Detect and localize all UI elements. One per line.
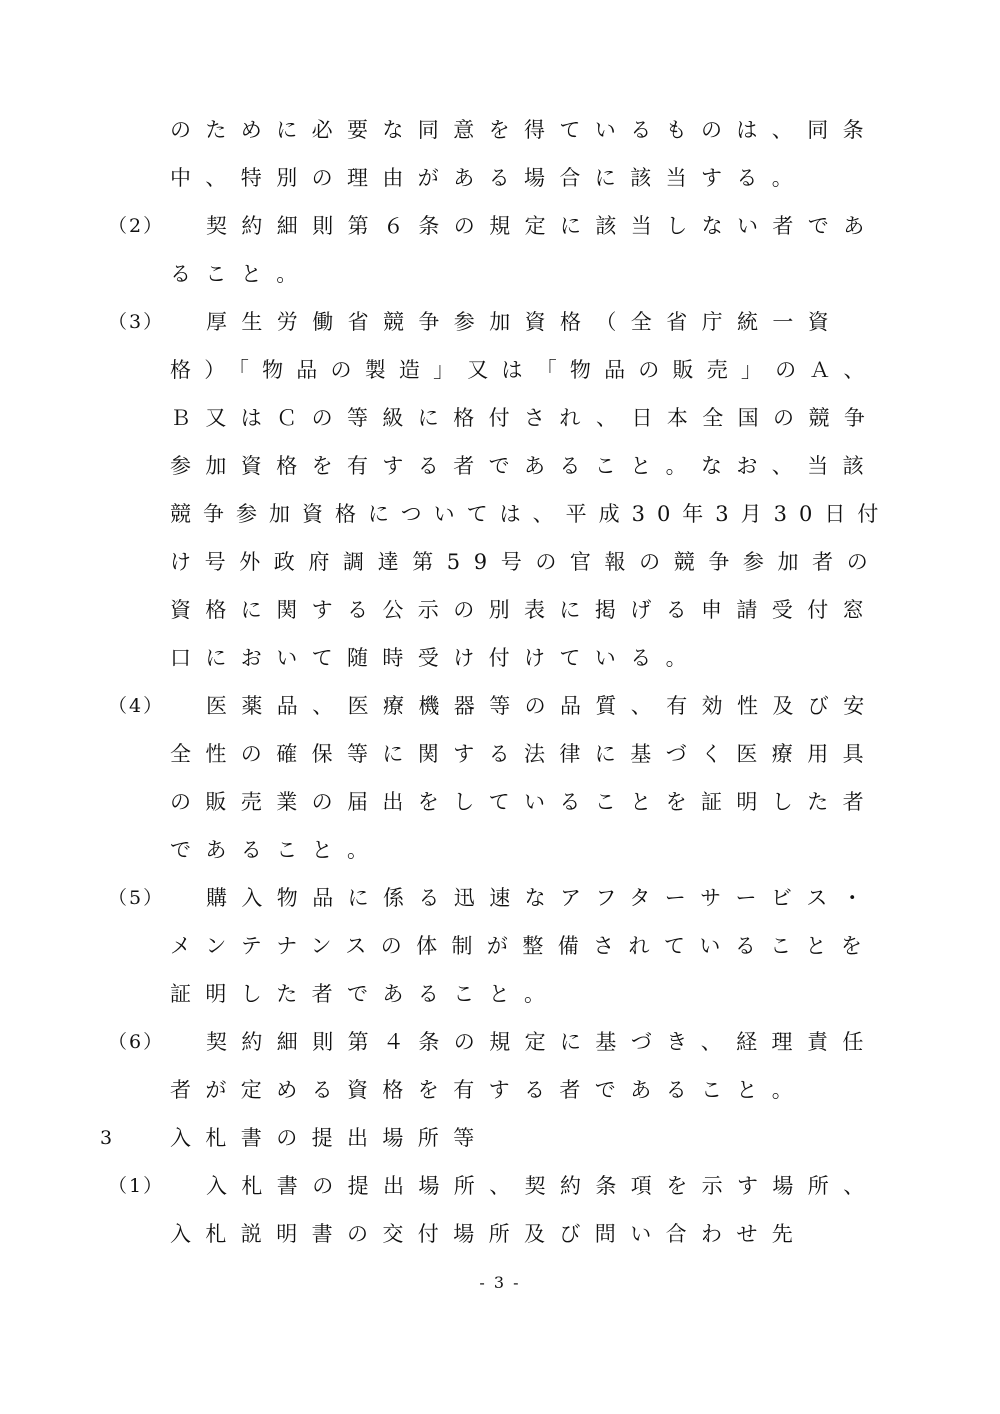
section-number: 3 [100, 1127, 115, 1149]
page-number: - 3 - [479, 1273, 521, 1292]
line-text: 契約細則第６条の規定に該当しない者であ [206, 214, 879, 238]
line-text: 資格に関する公示の別表に掲げる申請受付窓 [170, 598, 878, 622]
line-text: 参加資格を有する者であること。なお、当該 [170, 454, 878, 478]
text-line [0, 832, 1000, 868]
text-line [0, 784, 1000, 820]
item-marker: （3） [108, 311, 165, 333]
line-text: の販売業の届出をしていることを証明した者 [170, 790, 878, 814]
section-title: 入札書の提出場所等 [170, 1126, 489, 1150]
text-line [0, 880, 1000, 916]
item-marker: （4） [108, 695, 165, 717]
item-marker: （1） [108, 1175, 165, 1197]
line-text: のために必要な同意を得ているものは、同条 [170, 118, 878, 142]
text-line [0, 304, 1000, 340]
line-text: 医薬品、医療機器等の品質、有効性及び安 [206, 694, 879, 718]
line-text: 者が定める資格を有する者であること。 [170, 1078, 808, 1102]
text-line [0, 1024, 1000, 1060]
text-line [0, 1216, 1000, 1252]
item-marker: （6） [108, 1031, 165, 1053]
line-text: であること。 [170, 838, 383, 862]
line-text: 入札書の提出場所、契約条項を示す場所、 [206, 1174, 879, 1198]
text-line [0, 160, 1000, 196]
item-marker: （2） [108, 215, 165, 237]
text-line [0, 400, 1000, 436]
line-text: 証明した者であること。 [170, 982, 560, 1006]
line-text: 格）「物品の製造」又は「物品の販売」のＡ、 [170, 358, 878, 382]
line-text: 口において随時受け付けている。 [170, 646, 701, 670]
line-text: 全性の確保等に関する法律に基づく医療用具 [170, 742, 878, 766]
section-heading [0, 1120, 1000, 1156]
text-line [0, 112, 1000, 148]
line-text: ること。 [170, 262, 312, 286]
line-text: Ｂ又はＣの等級に格付され、日本全国の競争 [170, 406, 880, 430]
text-line [0, 976, 1000, 1012]
line-text: 契約細則第４条の規定に基づき、経理責任 [206, 1030, 878, 1054]
text-line [0, 1072, 1000, 1108]
line-text: 入札説明書の交付場所及び問い合わせ先 [170, 1222, 808, 1246]
line-text: メンテナンスの体制が整備されていることを [170, 934, 877, 958]
text-line [0, 592, 1000, 628]
text-line [0, 256, 1000, 292]
text-line [0, 352, 1000, 388]
item-marker: （5） [108, 887, 165, 909]
text-line [0, 448, 1000, 484]
line-text: 中、特別の理由がある場合に該当する。 [170, 166, 808, 190]
text-line [0, 496, 1000, 532]
line-text: け号外政府調達第59号の官報の競争参加者の [170, 550, 882, 574]
text-line [0, 640, 1000, 676]
text-line [0, 1168, 1000, 1204]
line-text: 競争参加資格については、平成30年3月30日付 [170, 502, 891, 526]
line-text: 厚生労働省競争参加資格（全省庁統一資 [206, 310, 844, 334]
line-text: 購入物品に係る迅速なアフターサービス・ [206, 886, 878, 910]
text-line [0, 928, 1000, 964]
text-line [0, 208, 1000, 244]
text-line [0, 544, 1000, 580]
text-line [0, 688, 1000, 724]
text-line [0, 736, 1000, 772]
